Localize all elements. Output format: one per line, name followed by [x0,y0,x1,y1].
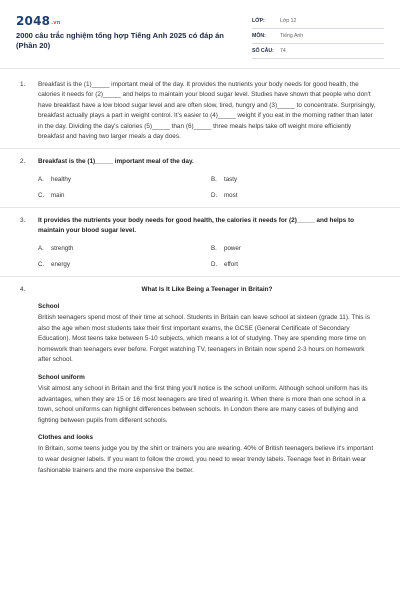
divider [0,276,400,277]
option-b[interactable]: B. tasty [211,175,238,183]
header-divider [0,68,400,69]
site-logo[interactable]: 2048.vn [16,14,61,28]
question-text: It provides the nutrients your body needs for good health, the calories it needs for (2)_____ and helps to maintain your blood sugar level. [38,216,355,235]
section-heading: Clothes and looks [38,434,94,442]
option-a[interactable]: A. strength [38,244,74,252]
option-d[interactable]: D. effort [211,260,238,268]
question-number: 1. [20,81,26,88]
question-number: 4. [20,285,26,293]
option-c[interactable]: C. energy [38,260,70,268]
meta-key: LỚP: [252,18,265,24]
question-number: 2. [20,158,26,166]
option-c[interactable]: C. main [38,191,65,199]
question-3 [20,216,376,237]
meta-key: MÔN: [252,33,266,39]
question-text: Breakfast is the (1)_____ important meal of the day. [38,158,194,166]
options [38,245,348,268]
meta-table [252,14,384,59]
option-a[interactable]: A. healthy [38,175,71,183]
section-text: Visit almost any school in Britain and the first thing you'll notice is the school uniform. Although school uniform has its advantages, when they are 15 or 16 most teenagers are tired of wearing it. When there is more than one school in a town, school uniforms can highlight differences between schools. In London there are many cases of bullying and fighting between pupils from different schools. [38,385,368,424]
document-title [16,31,256,51]
question-number: 3. [20,216,26,224]
section-heading: School [38,303,60,311]
reading-passage [38,303,376,476]
meta-key: SỐ CÂU: [252,48,274,54]
title-line-1: 2000 câu trắc nghiệm tổng hợp Tiếng Anh 2025 có đáp án [16,31,224,40]
title-line-2: (Phần 20) [16,41,51,50]
meta-value: 74 [280,48,286,54]
meta-value: Tiếng Anh [280,33,304,39]
section-text: In Britain, some teens judge you by the shirt or trainers you are wearing. 40% of British teenagers believe it's important to wear designer labels. If you want to follow the crowd, you need to wear trendy labels. Teenage feet in Britain wear fashionable trainers and the more expensive the better. [38,445,374,474]
meta-row-class [252,14,384,29]
passage-title: What Is It Like Being a Teenager in Britain? [141,285,273,293]
meta-row-subject [252,29,384,44]
divider [0,148,400,149]
section-text: British teenagers spend most of their time at school. Students in Britain can leave school at sixteen (grade 11). This is also the age when most students take their first important exams, the GCSE (General Certificate of Secondary Education). Most teens take between 5-10 subjects, which means a lot of studying. They are spending more time on homework than teenagers ever before. Forget watching TV, teenagers in Britain now spend 2-3 hours on homework after school. [38,314,370,364]
question-passage: Breakfast is the (1)_____ important meal of the day. It provides the nutrients your body needs for good health, the calories it needs for (2)_____ and helps to maintain your blood sugar level. Studies have shown that people who don't have breakfast have a low blood sugar level and are often slow, tired, hungry and (3)_____ to concentrate. Surprisingly, breakfast actually plays a part in weight control. It's easier to (4)_____ weight if you eat in the morning rather than later in the day. Dividing the day's calories (5)_____ than (6)_____ three meals helps take off weight more efficiently breakfast and having two larger meals a day does. [38,81,376,141]
question-2 [20,157,376,167]
option-d[interactable]: D. most [211,191,238,199]
section-heading: School uniform [38,374,85,382]
option-b[interactable]: B. power [211,244,241,252]
content [0,80,400,476]
divider [0,207,400,208]
meta-value: Lớp 12 [280,18,297,24]
question-1 [20,80,376,142]
options [38,176,348,199]
meta-row-count [252,44,384,59]
question-4 [20,285,376,295]
